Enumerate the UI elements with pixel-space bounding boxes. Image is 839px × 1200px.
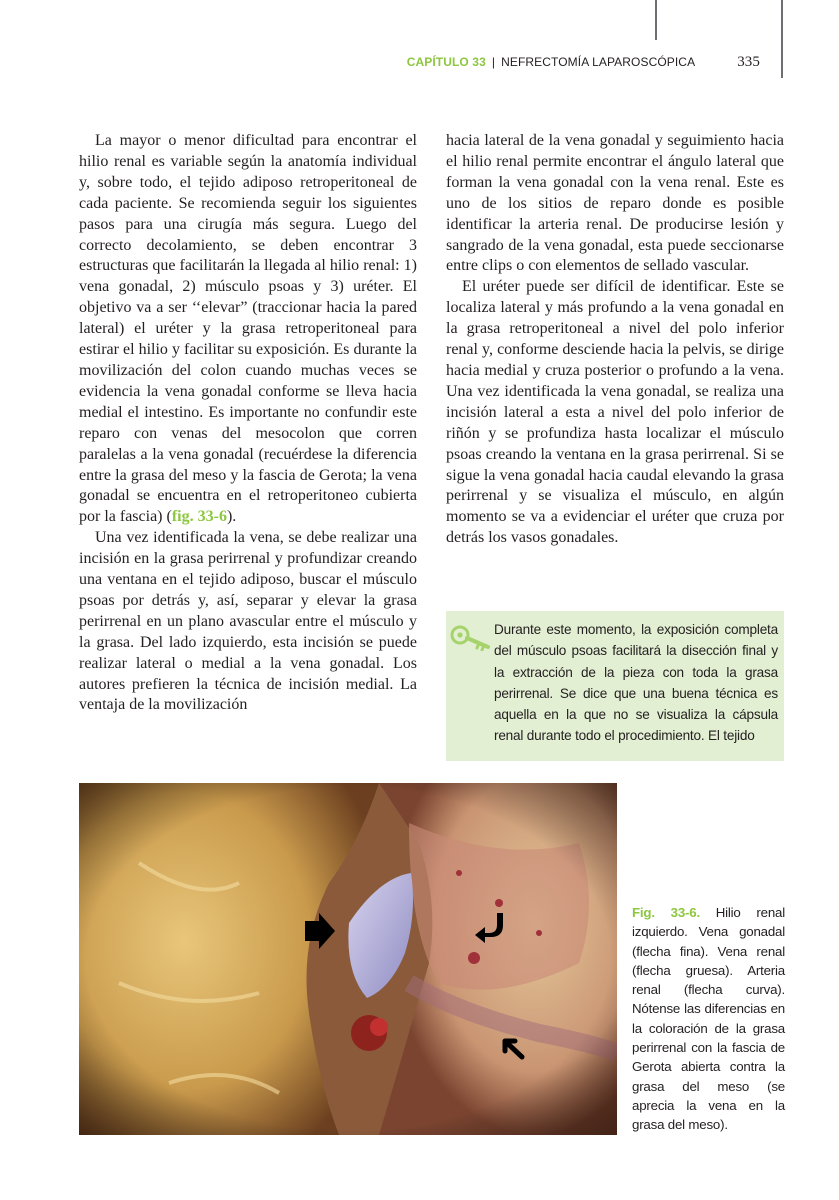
page-number: 335	[737, 54, 760, 70]
right-paragraph-1: hacia lateral de la vena gonadal y seguimiento hacia el hilio renal permite encontrar el ángulo lateral que forman la vena gonadal con la vena renal. Este es uno de los sitios de reparo donde es posible identificar la arteria renal. De producirse lesión y sangrado de la vena gonadal, esta puede seccionarse entre clips o con elementos de sellado vascular.	[446, 132, 784, 275]
figure-reference-link[interactable]: fig. 33-6	[171, 508, 227, 526]
surgical-photo	[79, 783, 617, 1135]
right-paragraph-2: El uréter puede ser difícil de identificar. Este se localiza lateral y más profundo a la vena gonadal en la grasa retroperitoneal a nivel del polo inferior renal y, conforme desciende hacia la pelvis, se dirige hacia medial y cruza posterior o profundo a la vena. Una vez identificada la vena gonadal, se realiza una incisión lateral a esta a nivel del polo inferior de riñón y se profundiza hasta localizar el músculo psoas creando la ventana en la grasa perirrenal. Si se sigue la vena gonadal hacia caudal elevando la grasa perirrenal y se visualiza el músculo, en algún momento se va a evidenciar el uréter que cruza por detrás los vasos gonadales.	[446, 278, 784, 547]
figure-caption-text: Hilio renal izquierdo. Vena gonadal (flecha fina). Vena renal (flecha gruesa). Arteria renal (flecha curva). Nótense las diferencias en la coloración de la grasa perirrenal con la fascia de Gerota abierta contra la grasa del meso (se aprecia la vena en la grasa del meso).	[632, 905, 785, 1133]
left-paragraph-2: Una vez identificada la vena, se debe realizar una incisión en la grasa perirrenal y profundizar creando una ventana en el tejido adiposo, buscar el músculo psoas por detrás y, así, separar y elevar la grasa perirrenal en un plano avascular entre el músculo y la grasa. Del lado izquierdo, esta incisión se puede realizar lateral o medial a la vena gonadal. Los autores prefieren la técnica de incisión medial. La ventaja de la movilización	[79, 529, 417, 714]
right-column	[446, 131, 784, 549]
header-separator: |	[491, 55, 496, 69]
key-icon	[450, 623, 492, 651]
left-paragraph-1-text: La mayor o menor dificultad para encontrar el hilio renal es variable según la anatomía individual y, sobre todo, el tejido adiposo retroperitoneal de cada paciente. Se recomienda seguir los siguientes pasos para una cirugía más segura. Luego del correcto decolamiento, se deben encontrar 3 estructuras que facilitarán la llegada al hilio renal: 1) vena gonadal, 2) músculo psoas y 3) uréter. El objetivo va a ser ‘‘elevar” (traccionar hacia la pared lateral) el uréter y la grasa retroperitoneal para estirar el hilio y facilitar su exposición. Es durante la movilización del colon cuando muchas veces se evidencia la vena gonadal conforme se lleva hacia medial el intestino. Es importante no confundir este reparo con venas del mesocolon que corren paralelas a la vena gonadal (recuérdese la diferencia entre la grasa del meso y la fascia de Gerota; la vena gonadal se encuentra en el retroperitoneo cubierta por la fascia) (	[79, 132, 417, 526]
key-note-box	[446, 611, 784, 761]
left-column	[79, 131, 417, 716]
running-header	[0, 54, 760, 71]
margin-rule-left	[655, 0, 657, 40]
figure-label: Fig. 33-6.	[632, 905, 700, 920]
laparoscopic-image	[79, 783, 617, 1135]
figure-caption	[632, 903, 785, 1135]
left-paragraph-1-end: ).	[226, 508, 237, 526]
key-note-text: Durante este momento, la exposición completa del músculo psoas facilitará la disección final y la extracción de la pieza con toda la grasa perirrenal. Se dice que una buena técnica es aquella en la que no se visualiza la cápsula renal durante todo el procedimiento. El tejido	[494, 622, 778, 744]
chapter-title: NEFRECTOMÍA LAPAROSCÓPICA	[501, 55, 696, 69]
margin-rule-right	[781, 0, 783, 78]
left-paragraph-1	[79, 131, 417, 528]
chapter-label: CAPÍTULO 33	[406, 55, 486, 69]
